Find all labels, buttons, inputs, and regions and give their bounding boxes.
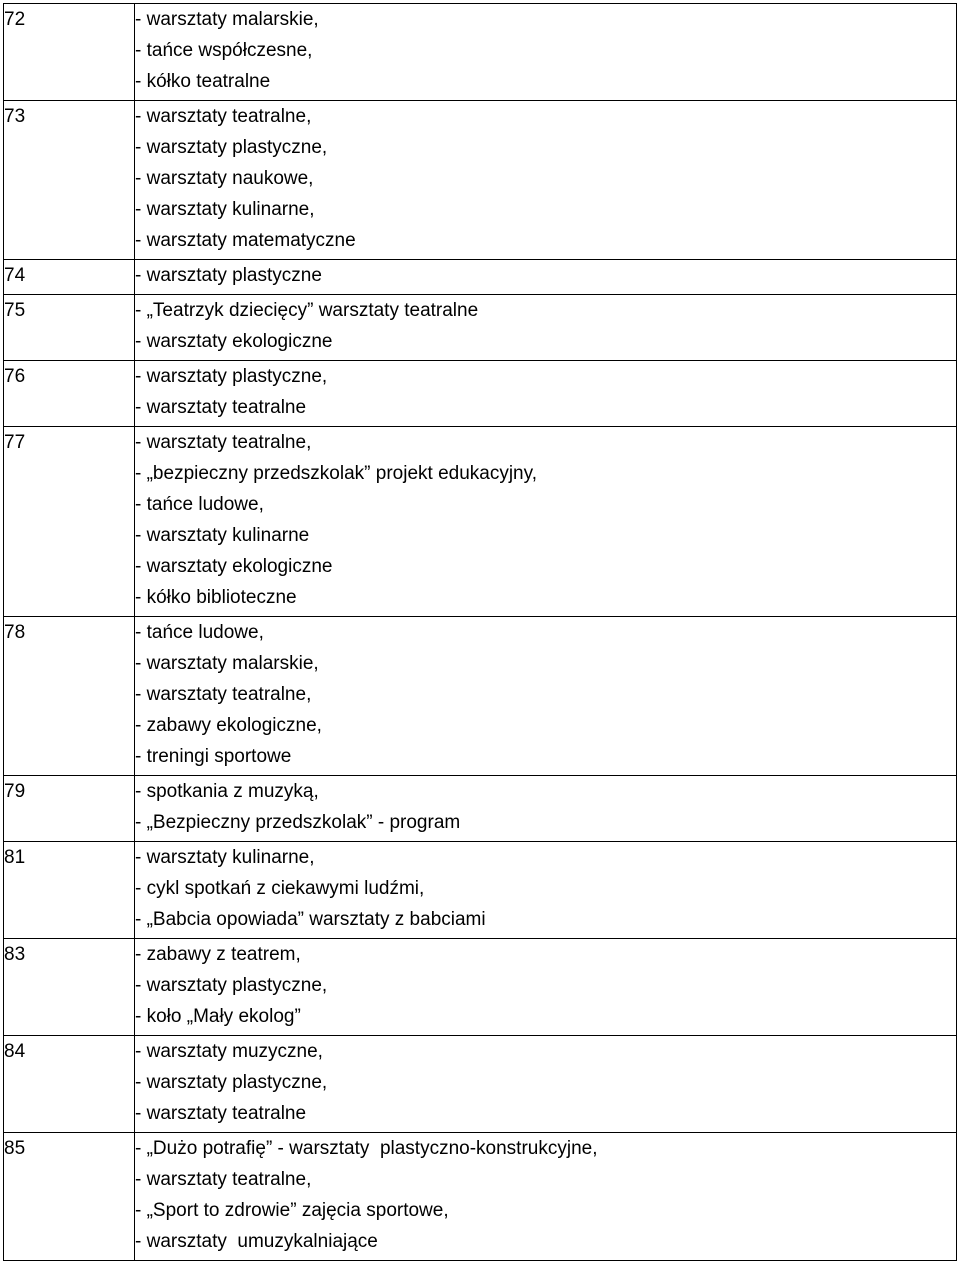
row-number-cell: [4, 427, 135, 617]
activity-item: - „Bezpieczny przedszkolak” - program: [135, 812, 461, 833]
row-number: 84: [4, 1041, 26, 1062]
row-number: 81: [4, 847, 26, 868]
table-row: [4, 842, 957, 939]
row-number-cell: [4, 101, 135, 260]
activity-item: - warsztaty plastyczne: [135, 265, 322, 286]
table-row: [4, 295, 957, 361]
activity-item: - warsztaty kulinarne: [135, 525, 310, 546]
activity-item: - warsztaty plastyczne,: [135, 975, 328, 996]
activity-item: - warsztaty teatralne,: [135, 684, 312, 705]
activities-cell: [135, 1133, 957, 1261]
row-number: 72: [4, 9, 26, 30]
row-number: 78: [4, 622, 26, 643]
row-number: 75: [4, 300, 26, 321]
row-number: 85: [4, 1138, 26, 1159]
table-row: [4, 939, 957, 1036]
activities-cell: [135, 1036, 957, 1133]
activity-item: - warsztaty malarskie,: [135, 9, 319, 30]
row-number: 74: [4, 265, 26, 286]
activity-item: - cykl spotkań z ciekawymi ludźmi,: [135, 878, 425, 899]
activities-cell: [135, 427, 957, 617]
activity-item: - warsztaty plastyczne,: [135, 137, 328, 158]
activity-item: - kółko biblioteczne: [135, 587, 297, 608]
activity-item: - warsztaty muzyczne,: [135, 1041, 323, 1062]
activity-item: - warsztaty teatralne,: [135, 106, 312, 127]
row-number: 83: [4, 944, 26, 965]
table-body: [4, 4, 957, 1261]
activity-item: - „bezpieczny przedszkolak” projekt edukacyjny,: [135, 463, 537, 484]
row-number-cell: [4, 1133, 135, 1261]
activity-item: - warsztaty teatralne,: [135, 1169, 312, 1190]
activity-item: - zabawy ekologiczne,: [135, 715, 322, 736]
row-number-cell: [4, 939, 135, 1036]
row-number-cell: [4, 842, 135, 939]
activity-item: - spotkania z muzyką,: [135, 781, 319, 802]
row-number-cell: [4, 260, 135, 295]
activity-item: - warsztaty matematyczne: [135, 230, 356, 251]
activity-item: - warsztaty plastyczne,: [135, 366, 328, 387]
row-number-cell: [4, 617, 135, 776]
activity-item: - warsztaty kulinarne,: [135, 199, 315, 220]
table-row: [4, 1133, 957, 1261]
table-row: [4, 776, 957, 842]
activity-item: - warsztaty kulinarne,: [135, 847, 315, 868]
activities-cell: [135, 617, 957, 776]
row-number: 73: [4, 106, 26, 127]
row-number-cell: [4, 1036, 135, 1133]
activity-item: - „Sport to zdrowie” zajęcia sportowe,: [135, 1200, 449, 1221]
activities-cell: [135, 260, 957, 295]
activity-item: - warsztaty ekologiczne: [135, 331, 333, 352]
activities-cell: [135, 4, 957, 101]
table-row: [4, 260, 957, 295]
activity-item: - kółko teatralne: [135, 71, 271, 92]
row-number-cell: [4, 361, 135, 427]
activities-cell: [135, 295, 957, 361]
activity-item: - koło „Mały ekolog”: [135, 1006, 301, 1027]
activity-item: - warsztaty teatralne: [135, 1103, 307, 1124]
activity-item: - „Teatrzyk dziecięcy” warsztaty teatralne: [135, 300, 479, 321]
activity-item: - zabawy z teatrem,: [135, 944, 301, 965]
table-row: [4, 4, 957, 101]
activity-item: - warsztaty malarskie,: [135, 653, 319, 674]
activity-item: - warsztaty ekologiczne: [135, 556, 333, 577]
activity-item: - warsztaty naukowe,: [135, 168, 314, 189]
activities-cell: [135, 361, 957, 427]
row-number: 77: [4, 432, 26, 453]
activity-item: - „Dużo potrafię” - warsztaty plastyczno-konstrukcyjne,: [135, 1138, 598, 1159]
row-number-cell: [4, 295, 135, 361]
table-row: [4, 1036, 957, 1133]
row-number-cell: [4, 4, 135, 101]
row-number: 79: [4, 781, 26, 802]
activity-item: - warsztaty umuzykalniające: [135, 1231, 378, 1252]
activity-item: - warsztaty teatralne,: [135, 432, 312, 453]
activity-item: - „Babcia opowiada” warsztaty z babciami: [135, 909, 486, 930]
table-row: [4, 617, 957, 776]
activity-item: - tańce współczesne,: [135, 40, 313, 61]
activity-item: - tańce ludowe,: [135, 494, 264, 515]
activity-item: - treningi sportowe: [135, 746, 292, 767]
activities-cell: [135, 842, 957, 939]
activities-cell: [135, 939, 957, 1036]
activities-table: [3, 3, 957, 1261]
row-number-cell: [4, 776, 135, 842]
table-row: [4, 427, 957, 617]
activity-item: - warsztaty teatralne: [135, 397, 307, 418]
activities-cell: [135, 101, 957, 260]
row-number: 76: [4, 366, 26, 387]
activity-item: - tańce ludowe,: [135, 622, 264, 643]
activities-cell: [135, 776, 957, 842]
activity-item: - warsztaty plastyczne,: [135, 1072, 328, 1093]
table-row: [4, 361, 957, 427]
table-row: [4, 101, 957, 260]
